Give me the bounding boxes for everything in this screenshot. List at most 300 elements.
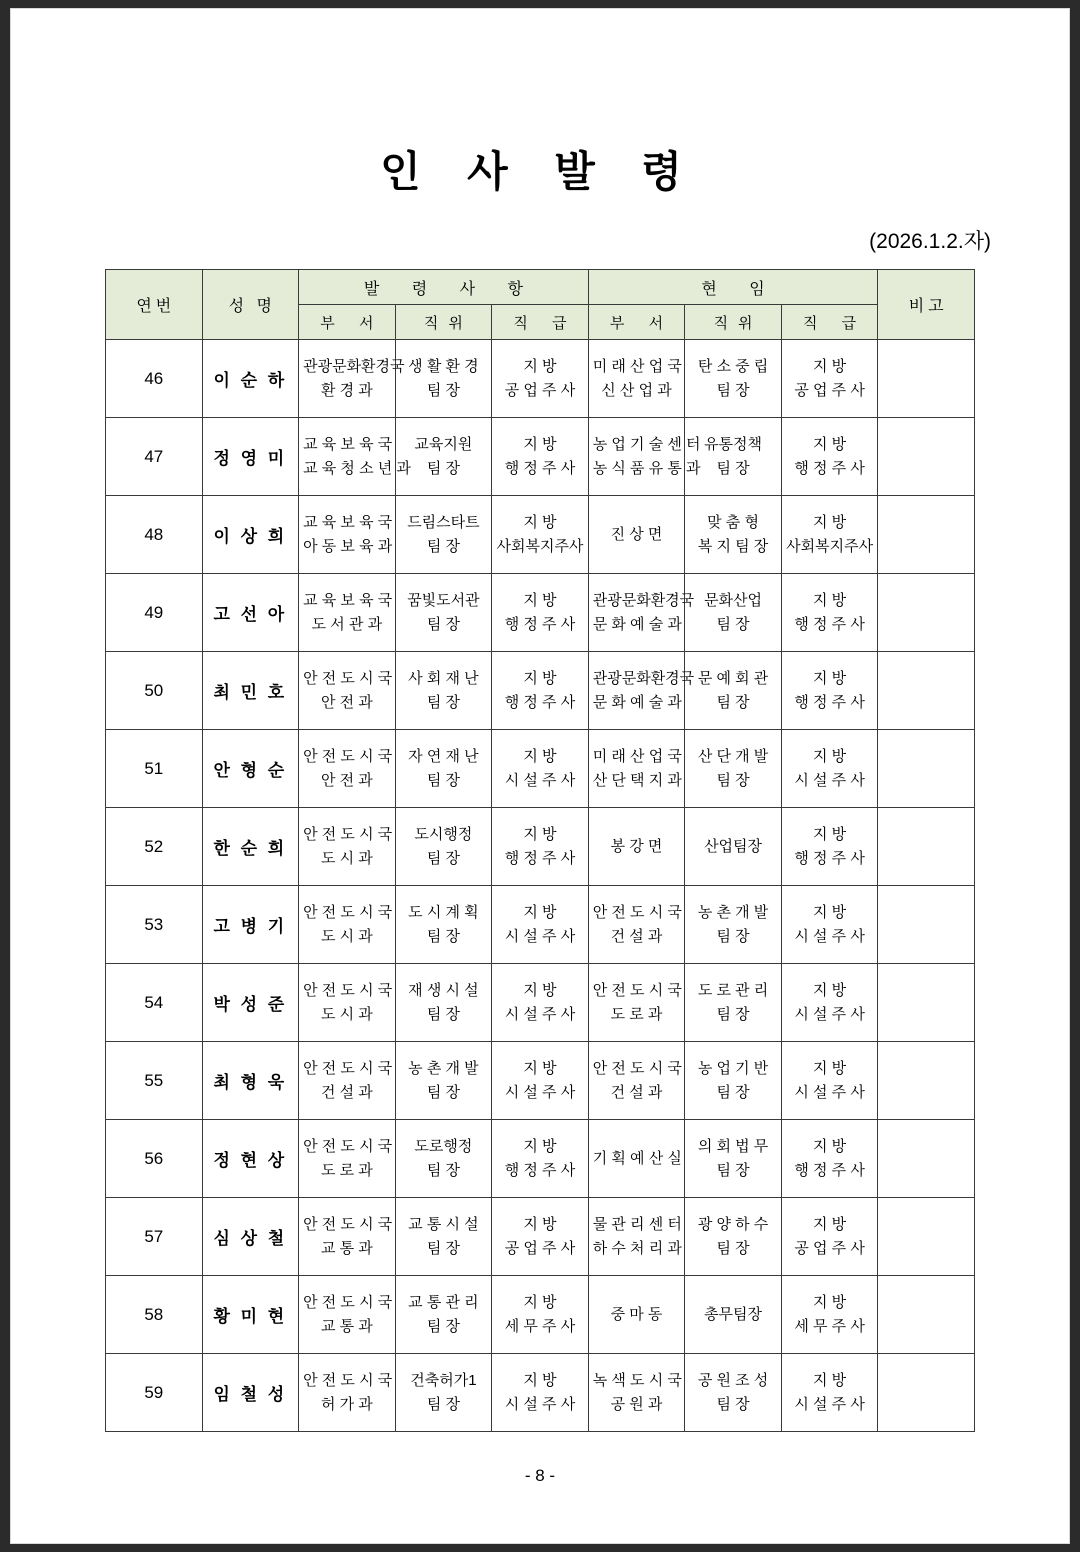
new-department [299, 808, 396, 886]
new-department-line2: 도 시 과 [320, 1005, 373, 1023]
new-position-line2: 팀 장 [426, 849, 460, 867]
current-rank-line1: 지 방 [813, 981, 847, 999]
employee-name: 이 상 희 [202, 496, 299, 574]
new-rank-line2: 시 설 주 사 [504, 1395, 576, 1413]
current-rank-line2: 행 정 주 사 [794, 849, 865, 867]
current-position-line2: 팀 장 [716, 1083, 750, 1101]
memo-cell [878, 574, 975, 652]
current-department [588, 496, 685, 574]
current-department-line2: 기 획 예 산 실 [592, 1149, 682, 1167]
employee-name: 임 철 성 [202, 1354, 299, 1432]
new-department-line1: 안 전 도 시 국 [303, 1059, 393, 1077]
current-rank-line2: 시 설 주 사 [794, 1083, 865, 1101]
current-department-line2: 중 마 동 [610, 1305, 663, 1323]
new-department-line1: 안 전 도 시 국 [303, 981, 393, 999]
new-department-line2: 건 설 과 [320, 1083, 373, 1101]
row-number: 54 [106, 964, 203, 1042]
new-department-line1: 교 육 보 육 국 [303, 591, 393, 609]
current-rank-line2: 시 설 주 사 [794, 1395, 865, 1413]
current-rank-line1: 지 방 [813, 747, 847, 765]
memo-cell [878, 340, 975, 418]
current-department-line1: 녹 색 도 시 국 [592, 1371, 682, 1389]
current-rank-line2: 시 설 주 사 [794, 1005, 865, 1023]
new-rank [492, 1120, 589, 1198]
new-position-line2: 팀 장 [426, 381, 460, 399]
new-rank-line1: 지 방 [523, 1137, 557, 1155]
new-rank-line2: 세 무 주 사 [504, 1317, 576, 1335]
current-rank-line2: 세 무 주 사 [794, 1317, 865, 1335]
current-position [685, 964, 782, 1042]
current-rank-line1: 지 방 [813, 591, 847, 609]
new-position-line2: 팀 장 [426, 1161, 460, 1179]
current-department-line2: 건 설 과 [610, 927, 663, 945]
current-rank [781, 730, 878, 808]
current-department [588, 1042, 685, 1120]
new-department [299, 1354, 396, 1432]
new-position-line1: 농 촌 개 발 [408, 1059, 479, 1077]
current-position [685, 496, 782, 574]
new-rank-line1: 지 방 [523, 1293, 557, 1311]
new-position-line1: 교 통 시 설 [408, 1215, 479, 1233]
current-position-line1: 농 촌 개 발 [697, 903, 769, 921]
page-number: - 8 - [524, 1466, 556, 1485]
new-rank-line1: 지 방 [523, 669, 557, 687]
personnel-order-table [105, 269, 975, 1432]
new-rank-line1: 지 방 [523, 1371, 557, 1389]
new-rank-line1: 지 방 [523, 981, 557, 999]
new-rank-line2: 공 업 주 사 [504, 381, 576, 399]
current-department [588, 340, 685, 418]
new-department-line2: 교 통 과 [320, 1239, 373, 1257]
new-rank-line1: 지 방 [523, 435, 557, 453]
new-rank-line1: 지 방 [523, 357, 557, 375]
current-position [685, 808, 782, 886]
memo-cell [878, 418, 975, 496]
current-position [685, 730, 782, 808]
current-department-line1: 안 전 도 시 국 [592, 903, 682, 921]
new-position-line2: 팀 장 [426, 1395, 460, 1413]
new-position [395, 418, 492, 496]
current-rank-line2: 행 정 주 사 [794, 693, 865, 711]
current-department-line2: 봉 강 면 [610, 837, 663, 855]
current-department-line2: 하 수 처 리 과 [592, 1239, 682, 1257]
table-header [106, 270, 975, 340]
current-department-line2: 산 단 택 지 과 [592, 771, 682, 789]
employee-name: 황 미 현 [202, 1276, 299, 1354]
current-rank-line1: 지 방 [813, 1137, 847, 1155]
current-position-line2: 복 지 팀 장 [697, 537, 769, 555]
header-name: 성 명 [202, 270, 299, 340]
employee-name: 이 순 하 [202, 340, 299, 418]
new-department-line2: 안 전 과 [320, 693, 373, 711]
employee-name: 정 현 상 [202, 1120, 299, 1198]
row-number: 50 [106, 652, 203, 730]
row-number: 57 [106, 1198, 203, 1276]
current-department [588, 886, 685, 964]
current-department-line2: 신 산 업 과 [601, 381, 672, 399]
current-department-line2: 건 설 과 [610, 1083, 663, 1101]
header-cur-rank: 직 급 [781, 305, 878, 340]
new-department [299, 730, 396, 808]
new-position-line2: 팀 장 [426, 927, 460, 945]
new-position [395, 1198, 492, 1276]
row-number: 47 [106, 418, 203, 496]
current-position [685, 418, 782, 496]
new-position-line1: 도로행정 [414, 1137, 473, 1155]
header-no: 연번 [106, 270, 203, 340]
new-department-line2: 허 가 과 [320, 1395, 373, 1413]
memo-cell [878, 652, 975, 730]
effective-date: (2026.1.2.자) [869, 230, 991, 253]
current-department [588, 418, 701, 496]
current-position-line1: 공 원 조 성 [697, 1371, 769, 1389]
new-department-line1: 관광문화환경국 [303, 357, 405, 375]
new-department-line1: 안 전 도 시 국 [303, 669, 393, 687]
table-row [106, 1354, 975, 1432]
current-position-line2: 산업팀장 [704, 837, 763, 855]
new-department-line2: 도 시 과 [320, 927, 373, 945]
row-number: 46 [106, 340, 203, 418]
new-department [299, 652, 396, 730]
new-rank [492, 808, 589, 886]
current-position [685, 1042, 782, 1120]
current-department [588, 574, 695, 652]
current-position-line1: 문화산업 [704, 591, 763, 609]
current-position-line2: 팀 장 [716, 1161, 750, 1179]
current-department-line1: 물 관 리 센 터 [592, 1215, 682, 1233]
new-position-line2: 팀 장 [426, 459, 460, 477]
current-position-line2: 팀 장 [716, 459, 750, 477]
new-rank-line1: 지 방 [523, 513, 557, 531]
table-row [106, 1276, 975, 1354]
current-rank-line1: 지 방 [813, 903, 847, 921]
new-department-line2: 아 동 보 육 과 [303, 537, 393, 555]
header-cur-position: 직위 [685, 305, 782, 340]
new-position [395, 574, 492, 652]
current-rank-line1: 지 방 [813, 669, 847, 687]
new-position [395, 886, 492, 964]
new-department-line1: 안 전 도 시 국 [303, 747, 393, 765]
current-rank-line2: 시 설 주 사 [794, 771, 865, 789]
current-position-line2: 총무팀장 [704, 1305, 763, 1323]
new-department [299, 340, 405, 418]
current-department-line1: 관광문화환경국 [592, 669, 695, 687]
new-rank-line2: 행 정 주 사 [504, 693, 576, 711]
table-row [106, 730, 975, 808]
current-department [588, 730, 685, 808]
current-position [685, 1198, 782, 1276]
current-department [588, 652, 695, 730]
new-position-line1: 교육지원 [414, 435, 473, 453]
current-rank [781, 1276, 878, 1354]
current-department-line2: 도 로 과 [610, 1005, 663, 1023]
current-rank-line2: 시 설 주 사 [794, 927, 865, 945]
new-department-line2: 도 시 과 [320, 849, 373, 867]
new-department-line1: 안 전 도 시 국 [303, 1137, 393, 1155]
current-rank-line2: 행 정 주 사 [794, 615, 865, 633]
employee-name: 최 형 욱 [202, 1042, 299, 1120]
current-department-line2: 공 원 과 [610, 1395, 663, 1413]
current-position-line1: 농 업 기 반 [697, 1059, 769, 1077]
current-rank [781, 1042, 878, 1120]
table-row [106, 652, 975, 730]
current-rank [781, 964, 878, 1042]
header-new-position: 직위 [395, 305, 492, 340]
table-row [106, 886, 975, 964]
current-department-line2: 진 상 면 [610, 525, 663, 543]
current-position-line1: 맞 춤 형 [707, 513, 759, 531]
current-department-line1: 안 전 도 시 국 [592, 981, 682, 999]
current-rank-line1: 지 방 [813, 1293, 847, 1311]
new-position-line2: 팀 장 [426, 1239, 460, 1257]
employee-name: 고 병 기 [202, 886, 299, 964]
new-position-line2: 팀 장 [426, 537, 460, 555]
new-position-line1: 교 통 관 리 [408, 1293, 479, 1311]
current-department [588, 1354, 685, 1432]
current-position-line2: 팀 장 [716, 771, 750, 789]
table-row [106, 1120, 975, 1198]
new-position [395, 1042, 492, 1120]
current-position-line1: 의 회 법 무 [697, 1137, 769, 1155]
current-position [685, 1354, 782, 1432]
new-department-line2: 환 경 과 [320, 381, 373, 399]
current-rank-line2: 공 업 주 사 [794, 381, 865, 399]
current-position-line1: 유통정책 [704, 435, 763, 453]
new-rank-line2: 시 설 주 사 [504, 927, 576, 945]
new-position-line2: 팀 장 [426, 1317, 460, 1335]
new-rank-line1: 지 방 [523, 825, 557, 843]
new-rank [492, 496, 589, 574]
page-title: 인 사 발 령 [380, 150, 700, 196]
new-department-line2: 도 로 과 [320, 1161, 373, 1179]
current-rank-line1: 지 방 [813, 1215, 847, 1233]
memo-cell [878, 964, 975, 1042]
current-position [685, 1276, 782, 1354]
current-rank-line1: 지 방 [813, 1059, 847, 1077]
new-department-line1: 교 육 보 육 국 [303, 435, 393, 453]
new-department-line1: 안 전 도 시 국 [303, 1215, 393, 1233]
current-rank [781, 808, 878, 886]
memo-cell [878, 1276, 975, 1354]
employee-name: 최 민 호 [202, 652, 299, 730]
new-position-line1: 도시행정 [414, 825, 473, 843]
current-rank-line1: 지 방 [813, 435, 847, 453]
current-department-line1: 관광문화환경국 [592, 591, 695, 609]
new-position-line1: 건축허가1 [410, 1371, 477, 1389]
new-position-line1: 꿈빛도서관 [407, 591, 480, 609]
current-position-line2: 팀 장 [716, 693, 750, 711]
employee-name: 박 성 준 [202, 964, 299, 1042]
current-department-line1: 안 전 도 시 국 [592, 1059, 682, 1077]
current-position-line1: 도 로 관 리 [697, 981, 769, 999]
current-department-line1: 미 래 산 업 국 [592, 357, 682, 375]
memo-cell [878, 1198, 975, 1276]
current-position-line1: 광 양 하 수 [697, 1215, 769, 1233]
new-position-line2: 팀 장 [426, 1083, 460, 1101]
memo-cell [878, 730, 975, 808]
new-rank [492, 1198, 589, 1276]
current-position [685, 1120, 782, 1198]
new-rank-line2: 행 정 주 사 [504, 459, 576, 477]
current-rank-line1: 지 방 [813, 825, 847, 843]
new-rank-line2: 행 정 주 사 [504, 615, 576, 633]
new-department-line2: 교 육 청 소 년 과 [303, 459, 411, 477]
new-position [395, 1120, 492, 1198]
row-number: 58 [106, 1276, 203, 1354]
row-number: 51 [106, 730, 203, 808]
employee-name: 안 형 순 [202, 730, 299, 808]
current-rank [781, 496, 878, 574]
new-department [299, 496, 396, 574]
current-position-line1: 탄 소 중 립 [697, 357, 769, 375]
new-position [395, 730, 492, 808]
header-group-new: 발 령 사 항 [299, 270, 589, 305]
new-department [299, 886, 396, 964]
current-rank-line1: 지 방 [813, 1371, 847, 1389]
new-department [299, 418, 411, 496]
table-row [106, 964, 975, 1042]
table-row [106, 1198, 975, 1276]
new-position-line1: 생 활 환 경 [408, 357, 479, 375]
new-position-line2: 팀 장 [426, 615, 460, 633]
row-number: 53 [106, 886, 203, 964]
current-rank [781, 418, 878, 496]
current-rank-line1: 지 방 [813, 513, 847, 531]
memo-cell [878, 1120, 975, 1198]
current-rank [781, 652, 878, 730]
memo-cell [878, 496, 975, 574]
new-department-line2: 도 서 관 과 [311, 615, 383, 633]
new-position-line1: 자 연 재 난 [408, 747, 479, 765]
new-department [299, 964, 396, 1042]
new-rank [492, 574, 589, 652]
memo-cell [878, 1042, 975, 1120]
current-department-line2: 농 식 품 유 통 과 [592, 459, 701, 477]
current-department [588, 808, 685, 886]
current-position-line2: 팀 장 [716, 615, 750, 633]
new-department [299, 1042, 396, 1120]
new-rank-line2: 시 설 주 사 [504, 1005, 576, 1023]
table-row [106, 340, 975, 418]
new-rank-line1: 지 방 [523, 1215, 557, 1233]
new-position [395, 652, 492, 730]
new-position-line1: 재 생 시 설 [408, 981, 479, 999]
header-cur-dept: 부 서 [588, 305, 685, 340]
row-number: 49 [106, 574, 203, 652]
current-department [588, 1120, 685, 1198]
new-rank [492, 1042, 589, 1120]
new-rank-line1: 지 방 [523, 1059, 557, 1077]
memo-cell [878, 808, 975, 886]
current-rank [781, 886, 878, 964]
header-new-rank: 직 급 [492, 305, 589, 340]
new-rank-line1: 지 방 [523, 591, 557, 609]
new-rank [492, 652, 589, 730]
current-position [685, 574, 782, 652]
new-department-line1: 교 육 보 육 국 [303, 513, 393, 531]
current-rank [781, 340, 878, 418]
table-row [106, 1042, 975, 1120]
employee-name: 고 선 아 [202, 574, 299, 652]
current-position-line2: 팀 장 [716, 1395, 750, 1413]
new-position-line1: 드림스타트 [407, 513, 480, 531]
current-position [685, 652, 782, 730]
new-position [395, 808, 492, 886]
new-rank-line2: 공 업 주 사 [504, 1239, 576, 1257]
row-number: 52 [106, 808, 203, 886]
header-group-current: 현 임 [588, 270, 878, 305]
table-row [106, 418, 975, 496]
new-department-line1: 안 전 도 시 국 [303, 1293, 393, 1311]
new-position-line2: 팀 장 [426, 771, 460, 789]
current-position-line2: 팀 장 [716, 381, 750, 399]
new-position-line1: 도 시 계 획 [408, 903, 479, 921]
new-rank-line2: 시 설 주 사 [504, 771, 576, 789]
new-rank [492, 964, 589, 1042]
current-rank-line2: 행 정 주 사 [794, 459, 865, 477]
new-department [299, 1276, 396, 1354]
new-rank [492, 886, 589, 964]
new-position [395, 340, 492, 418]
new-position [395, 1354, 492, 1432]
new-position [395, 964, 492, 1042]
new-department [299, 1120, 396, 1198]
current-rank-line1: 지 방 [813, 357, 847, 375]
current-department-line1: 농 업 기 술 센 터 [592, 435, 701, 453]
new-rank [492, 340, 589, 418]
table-row [106, 574, 975, 652]
new-department-line2: 안 전 과 [320, 771, 373, 789]
new-position-line1: 사 회 재 난 [408, 669, 479, 687]
employee-name: 정 영 미 [202, 418, 299, 496]
row-number: 48 [106, 496, 203, 574]
current-position [685, 340, 782, 418]
new-position [395, 496, 492, 574]
employee-name: 심 상 철 [202, 1198, 299, 1276]
new-rank [492, 1276, 589, 1354]
new-rank-line2: 행 정 주 사 [504, 1161, 576, 1179]
table-row [106, 496, 975, 574]
current-rank [781, 1354, 878, 1432]
current-position-line1: 문 예 회 관 [697, 669, 769, 687]
new-position [395, 1276, 492, 1354]
new-rank-line2: 시 설 주 사 [504, 1083, 576, 1101]
current-rank-line2: 행 정 주 사 [794, 1161, 865, 1179]
current-rank [781, 574, 878, 652]
table-row [106, 808, 975, 886]
new-department [299, 574, 396, 652]
new-rank-line1: 지 방 [523, 747, 557, 765]
new-position-line2: 팀 장 [426, 693, 460, 711]
row-number: 55 [106, 1042, 203, 1120]
header-new-dept: 부 서 [299, 305, 396, 340]
current-department [588, 964, 685, 1042]
current-position-line1: 산 단 개 발 [697, 747, 769, 765]
current-position [685, 886, 782, 964]
row-number: 56 [106, 1120, 203, 1198]
current-department-line2: 문 화 예 술 과 [592, 693, 682, 711]
new-department-line1: 안 전 도 시 국 [303, 1371, 393, 1389]
new-rank [492, 1354, 589, 1432]
new-department-line1: 안 전 도 시 국 [303, 825, 393, 843]
current-rank [781, 1198, 878, 1276]
new-rank [492, 730, 589, 808]
table-body [106, 340, 975, 1432]
employee-name: 한 순 희 [202, 808, 299, 886]
current-position-line2: 팀 장 [716, 927, 750, 945]
memo-cell [878, 1354, 975, 1432]
new-rank-line2: 사회복지주사 [496, 537, 584, 555]
